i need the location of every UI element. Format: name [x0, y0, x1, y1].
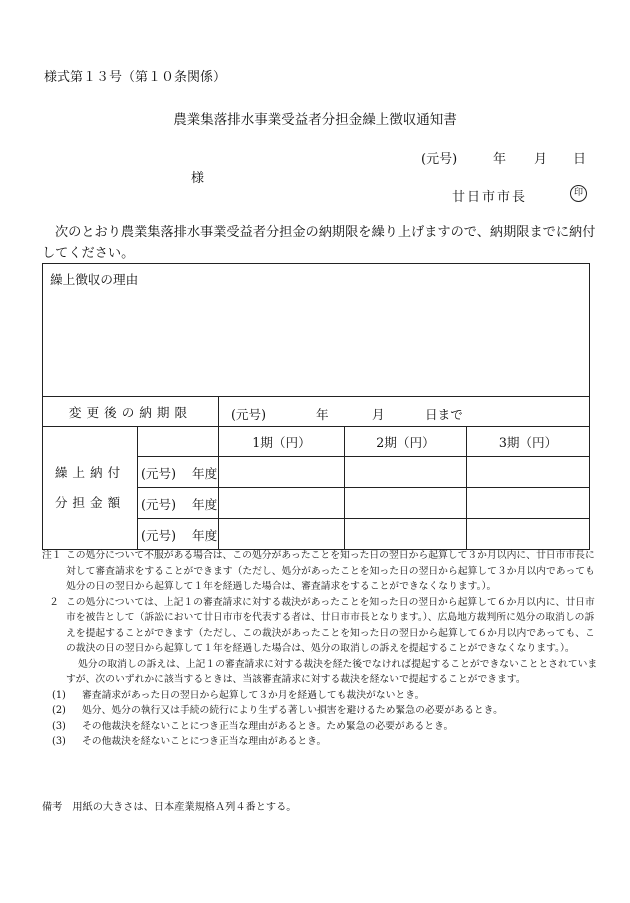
date-month: 月	[534, 152, 548, 167]
list-item	[52, 719, 602, 735]
deadline-day: 日まで	[425, 407, 463, 422]
amount-cell[interactable]	[345, 488, 467, 519]
amount-cell[interactable]	[219, 457, 345, 488]
amount-cell[interactable]	[345, 457, 467, 488]
period-header-1: 1期（円）	[219, 427, 345, 457]
amount-cell[interactable]	[467, 519, 590, 550]
intro-text: 次のとおり農業集落排水事業受益者分担金の納期限を繰り上げますので、納期限までに納付してください。	[42, 225, 596, 261]
seal-icon: 印	[570, 185, 587, 202]
form-table	[42, 263, 590, 550]
remark-label: 備考	[42, 802, 63, 813]
remark-text: 用紙の大きさは、日本産業規格Ａ列４番とする。	[72, 802, 297, 813]
list-item-text: 審査請求があった日の翌日から起算して３か月を経過しても裁決がないとき。	[82, 689, 425, 701]
list-item	[52, 734, 602, 750]
fiscal-year-cell	[138, 488, 219, 519]
date-year: 年	[493, 152, 507, 167]
row-fy: 年度	[192, 496, 218, 512]
row-era: (元号)	[141, 496, 177, 512]
list-item	[52, 703, 602, 719]
amount-cell[interactable]	[219, 488, 345, 519]
list-item-mark: (3)	[52, 736, 66, 747]
amount-cell[interactable]	[345, 519, 467, 550]
reason-label: 繰上徴収の理由	[50, 272, 139, 287]
amount-cell[interactable]	[219, 519, 345, 550]
amount-cell[interactable]	[467, 457, 590, 488]
blank-header-cell	[138, 427, 219, 457]
period-header-2: 2期（円）	[345, 427, 467, 457]
amount-cell[interactable]	[467, 488, 590, 519]
note-1-text: この処分について不服がある場合は、この処分があったことを知った日の翌日から起算して３か月以内に、廿日市市長に対して審査請求をすることができます（ただし、処分があったことを知った日の翌日から起算して３か月以内であっても処分の日の翌日から起算して１年を経過した場合は、審査請求をすることができなくなります。）。	[66, 550, 595, 592]
row-fy: 年度	[192, 527, 218, 543]
installment-label-line2: 分担金額	[54, 495, 126, 510]
date-day: 日	[573, 152, 587, 167]
period-header-3: 3期（円）	[467, 427, 590, 457]
note-2-text: この処分については、上記１の審査請求に対する裁決があったことを知った日の翌日から起算して６か月以内に、廿日市市を被告として（訴訟において廿日市市を代表する者は、廿日市市長となります。）、広島地方裁判所に処分の取消しの訴えを提起することができます（ただし、この裁決があったことを知った日の翌日から起算して６か月以内であっても、この裁決の日の翌日から起算して１年を経過した場合は、処分の取消しの訴えを提起することができなくなります。）。	[66, 596, 595, 654]
fiscal-year-cell	[138, 519, 219, 550]
reason-cell[interactable]	[43, 264, 590, 397]
deadline-cell[interactable]	[219, 397, 590, 427]
deadline-label: 変更後の納期限	[43, 397, 219, 427]
remark	[42, 798, 307, 813]
list-item-text: その他裁決を経ないことにつき正当な理由があるとき。	[82, 736, 327, 747]
note-2-paragraph: 処分の取消しの訴えは、上記１の審査請求に対する裁決を経た後でなければ提起することができないこととされていますが、次のいずれかに該当するときは、当該審査請求に対する裁決を経ないで提起することができます。	[66, 658, 598, 685]
addressee-suffix: 様	[191, 171, 205, 186]
note-2	[42, 595, 602, 657]
row-era: (元号)	[141, 527, 177, 543]
fiscal-year-cell	[138, 457, 219, 488]
deadline-era: (元号)	[231, 407, 267, 422]
list-item-text: その他裁決を経ないことにつき正当な理由があるとき。ため緊急の必要があるとき。	[82, 720, 454, 732]
list-item-mark: (3)	[52, 720, 66, 732]
list-item	[52, 688, 602, 704]
installment-label-line1: 繰上納付	[54, 465, 126, 480]
notes-section	[42, 548, 602, 750]
list-item-mark: (1)	[52, 689, 66, 701]
deadline-month: 月	[372, 407, 385, 422]
installment-label	[43, 427, 138, 550]
date-era: (元号)	[421, 152, 458, 167]
note-1-mark: 注１	[42, 550, 62, 561]
document-title: 農業集落排水事業受益者分担金繰上徴収通知書	[173, 112, 457, 128]
deadline-year: 年	[316, 407, 329, 422]
list-item-text: 処分、処分の執行又は手続の続行により生ずる著しい損害を避けるため緊急の必要があるとき。	[82, 705, 503, 716]
issuer-name: 廿日市市長	[452, 190, 528, 205]
row-era: (元号)	[141, 465, 177, 481]
list-item-mark: (2)	[52, 705, 66, 716]
note-2-mark: ２	[49, 596, 59, 608]
form-number: 様式第１３号（第１０条関係）	[44, 70, 227, 85]
note-1	[42, 548, 602, 595]
row-fy: 年度	[192, 465, 218, 481]
